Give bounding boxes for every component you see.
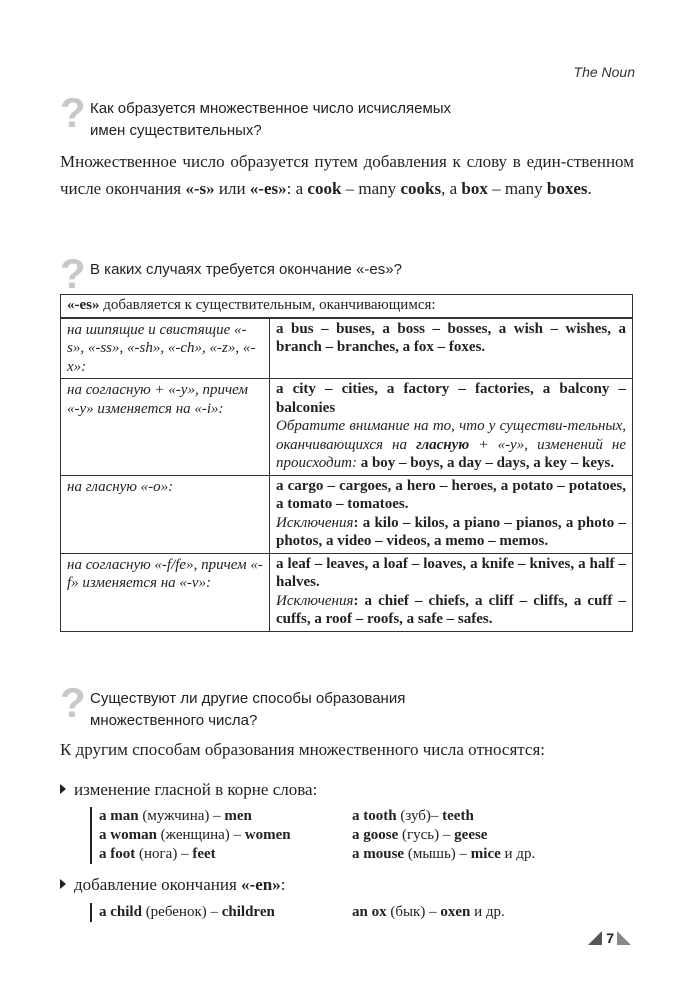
table-row <box>61 379 633 476</box>
table-cell-rule: на гласную «-o»: <box>61 475 270 553</box>
es-endings-table <box>60 294 633 632</box>
en-ending-examples <box>90 903 505 922</box>
example-row: a child (ребенок) – children an ox (бык) – oxen и др. <box>99 904 505 920</box>
bullet-en-ending: добавление окончания «-en»: <box>60 874 285 896</box>
question-1-line1: Как образуется множественное число исчисляемых <box>90 100 452 117</box>
table-row <box>61 553 633 631</box>
example-row: a foot (нога) – feet a mouse (мышь) – mice и др. <box>99 846 536 862</box>
page-number: 7 <box>588 930 631 946</box>
table-row <box>61 318 633 379</box>
question-mark-icon: ? <box>60 679 86 726</box>
bullet-arrow-icon <box>60 879 66 889</box>
running-header: The Noun <box>573 64 635 80</box>
example-row: a man (мужчина) – men a tooth (зуб)– teeth <box>99 808 474 824</box>
vowel-change-examples <box>90 807 535 864</box>
bullet-vowel-change: изменение гласной в корне слова: <box>60 779 317 801</box>
question-mark-icon: ? <box>60 89 86 136</box>
table-cell-rule: на шипящие и свистящие «-s», «-ss», «-sh», «-ch», «-z», «-x»: <box>61 318 270 379</box>
bullet-arrow-icon <box>60 784 66 794</box>
paragraph-2: К другим способам образования множественного числа относятся: <box>60 740 545 759</box>
example-row: a woman (женщина) – women a goose (гусь) – geese <box>99 827 488 843</box>
page-corner-icon <box>617 931 631 945</box>
question-2-line1: В каких случаях требуется окончание «-es»? <box>90 261 402 278</box>
table-header: «-es» добавляется к существительным, оканчивающимся: <box>61 295 633 318</box>
table-cell-examples: a leaf – leaves, a loaf – loaves, a knife – knives, a half – halves. Исключения: a chief – chiefs, a cliff – cliffs, a cuff – cuffs, a roof – roofs, a safe – safes. <box>270 553 633 631</box>
page-corner-icon <box>588 931 602 945</box>
table-cell-rule: на согласную «-f/fe», причем «-f» изменяется на «-v»: <box>61 553 270 631</box>
table-cell-examples: a bus – buses, a boss – bosses, a wish – wishes, a branch – branches, a fox – foxes. <box>270 318 633 379</box>
paragraph-1: Множественное число образуется путем добавления к слову в един-ственном числе окончания «-s» или «-es»: a cook – many cooks, a box – many boxes. <box>60 152 634 198</box>
table-header-row <box>61 295 633 318</box>
note: Обратите внимание на то, что у существи-тельных, оканчивающихся на гласную + «-y», изменений не происходит: <box>276 418 627 471</box>
table-cell-examples: a city – cities, a factory – factories, a balcony – balconies Обратите внимание на то, что у существи-тельных, оканчивающихся на гласную + «-y», изменений не происходит: a boy – boys, a day – days, a key – keys. <box>270 379 633 476</box>
table-cell-examples: a cargo – cargoes, a hero – heroes, a potato – potatoes, a tomato – tomatoes. Исключения: a kilo – kilos, a piano – pianos, a photo – photos, a video – videos, a memo – memos. <box>270 475 633 553</box>
table-cell-rule: на согласную + «-y», причем «-y» изменяется на «-i»: <box>61 379 270 476</box>
question-3-line1: Существуют ли другие способы образования <box>90 690 406 707</box>
question-3-line2: множественного числа? <box>90 712 258 729</box>
question-1-line2: имен существительных? <box>90 122 262 139</box>
table-row <box>61 475 633 553</box>
question-mark-icon: ? <box>60 250 86 297</box>
